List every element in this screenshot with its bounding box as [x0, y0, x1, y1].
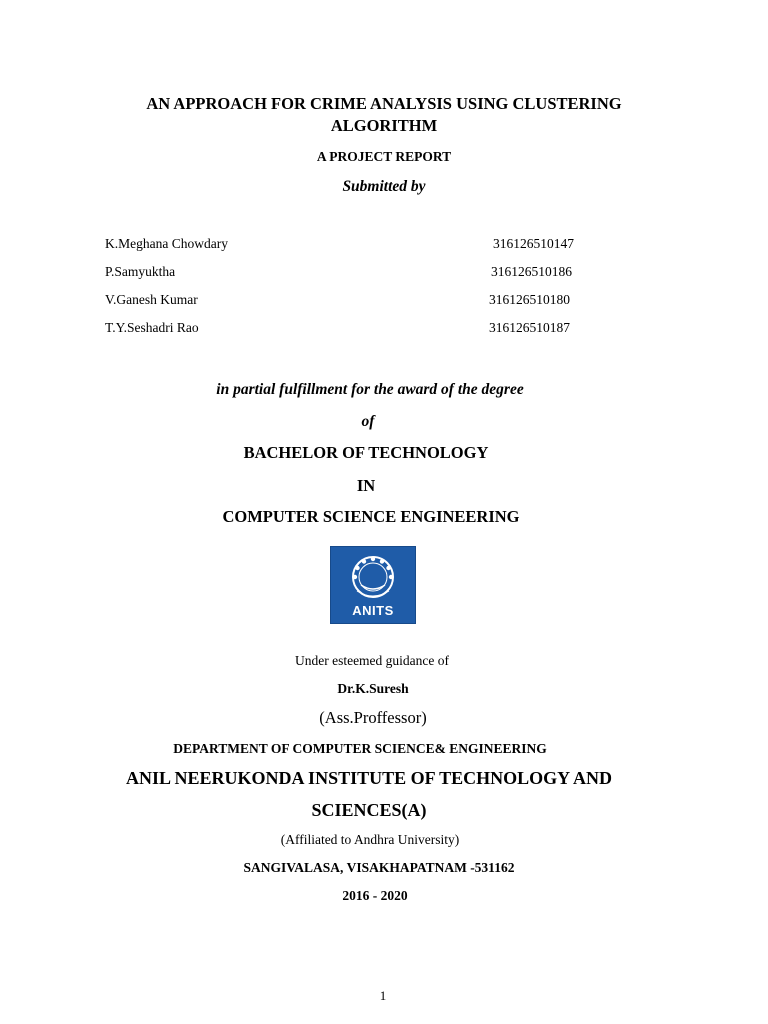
branch-name: COMPUTER SCIENCE ENGINEERING: [222, 507, 520, 526]
academic-years: 2016 - 2020: [342, 888, 408, 903]
anits-logo: [330, 546, 416, 624]
submitted-by-label: Submitted by: [342, 178, 426, 195]
guidance-text: Under esteemed guidance of: [294, 653, 450, 668]
affiliation-text: (Affiliated to Andhra University): [280, 832, 460, 847]
logo-text: ANITS: [352, 603, 394, 618]
institute-name-line-2: SCIENCES(A): [311, 800, 427, 820]
report-type: A PROJECT REPORT: [316, 149, 452, 164]
of-text: of: [361, 413, 375, 430]
degree-name: BACHELOR OF TECHNOLOGY: [243, 443, 489, 462]
member-row: [0, 292, 768, 312]
member-roll-number: 316126510180: [489, 292, 570, 307]
member-roll-number: 316126510147: [493, 236, 574, 251]
in-text: IN: [356, 476, 376, 495]
member-row: [0, 264, 768, 284]
member-name: T.Y.Seshadri Rao: [105, 320, 199, 335]
report-title-line-2: ALGORITHM: [330, 116, 438, 135]
address-text: SANGIVALASA, VISAKHAPATNAM -531162: [243, 860, 515, 875]
member-roll-number: 316126510186: [491, 264, 572, 279]
member-row: [0, 320, 768, 340]
member-name: V.Ganesh Kumar: [105, 292, 198, 307]
report-title-line-1: AN APPROACH FOR CRIME ANALYSIS USING CLUSTERING: [146, 94, 622, 113]
page-number: 1: [379, 988, 387, 1003]
member-name: K.Meghana Chowdary: [105, 236, 228, 251]
member-row: [0, 236, 768, 256]
institute-name-line-1: ANIL NEERUKONDA INSTITUTE OF TECHNOLOGY AND: [126, 768, 612, 788]
department-name: DEPARTMENT OF COMPUTER SCIENCE& ENGINEERING: [173, 741, 547, 756]
member-roll-number: 316126510187: [489, 320, 570, 335]
guide-name: Dr.K.Suresh: [337, 681, 409, 696]
report-title: [0, 93, 768, 137]
fulfillment-text: in partial fulfillment for the award of the degree: [216, 381, 524, 398]
guide-title: (Ass.Proffessor): [319, 708, 427, 727]
member-name: P.Samyuktha: [105, 264, 176, 279]
